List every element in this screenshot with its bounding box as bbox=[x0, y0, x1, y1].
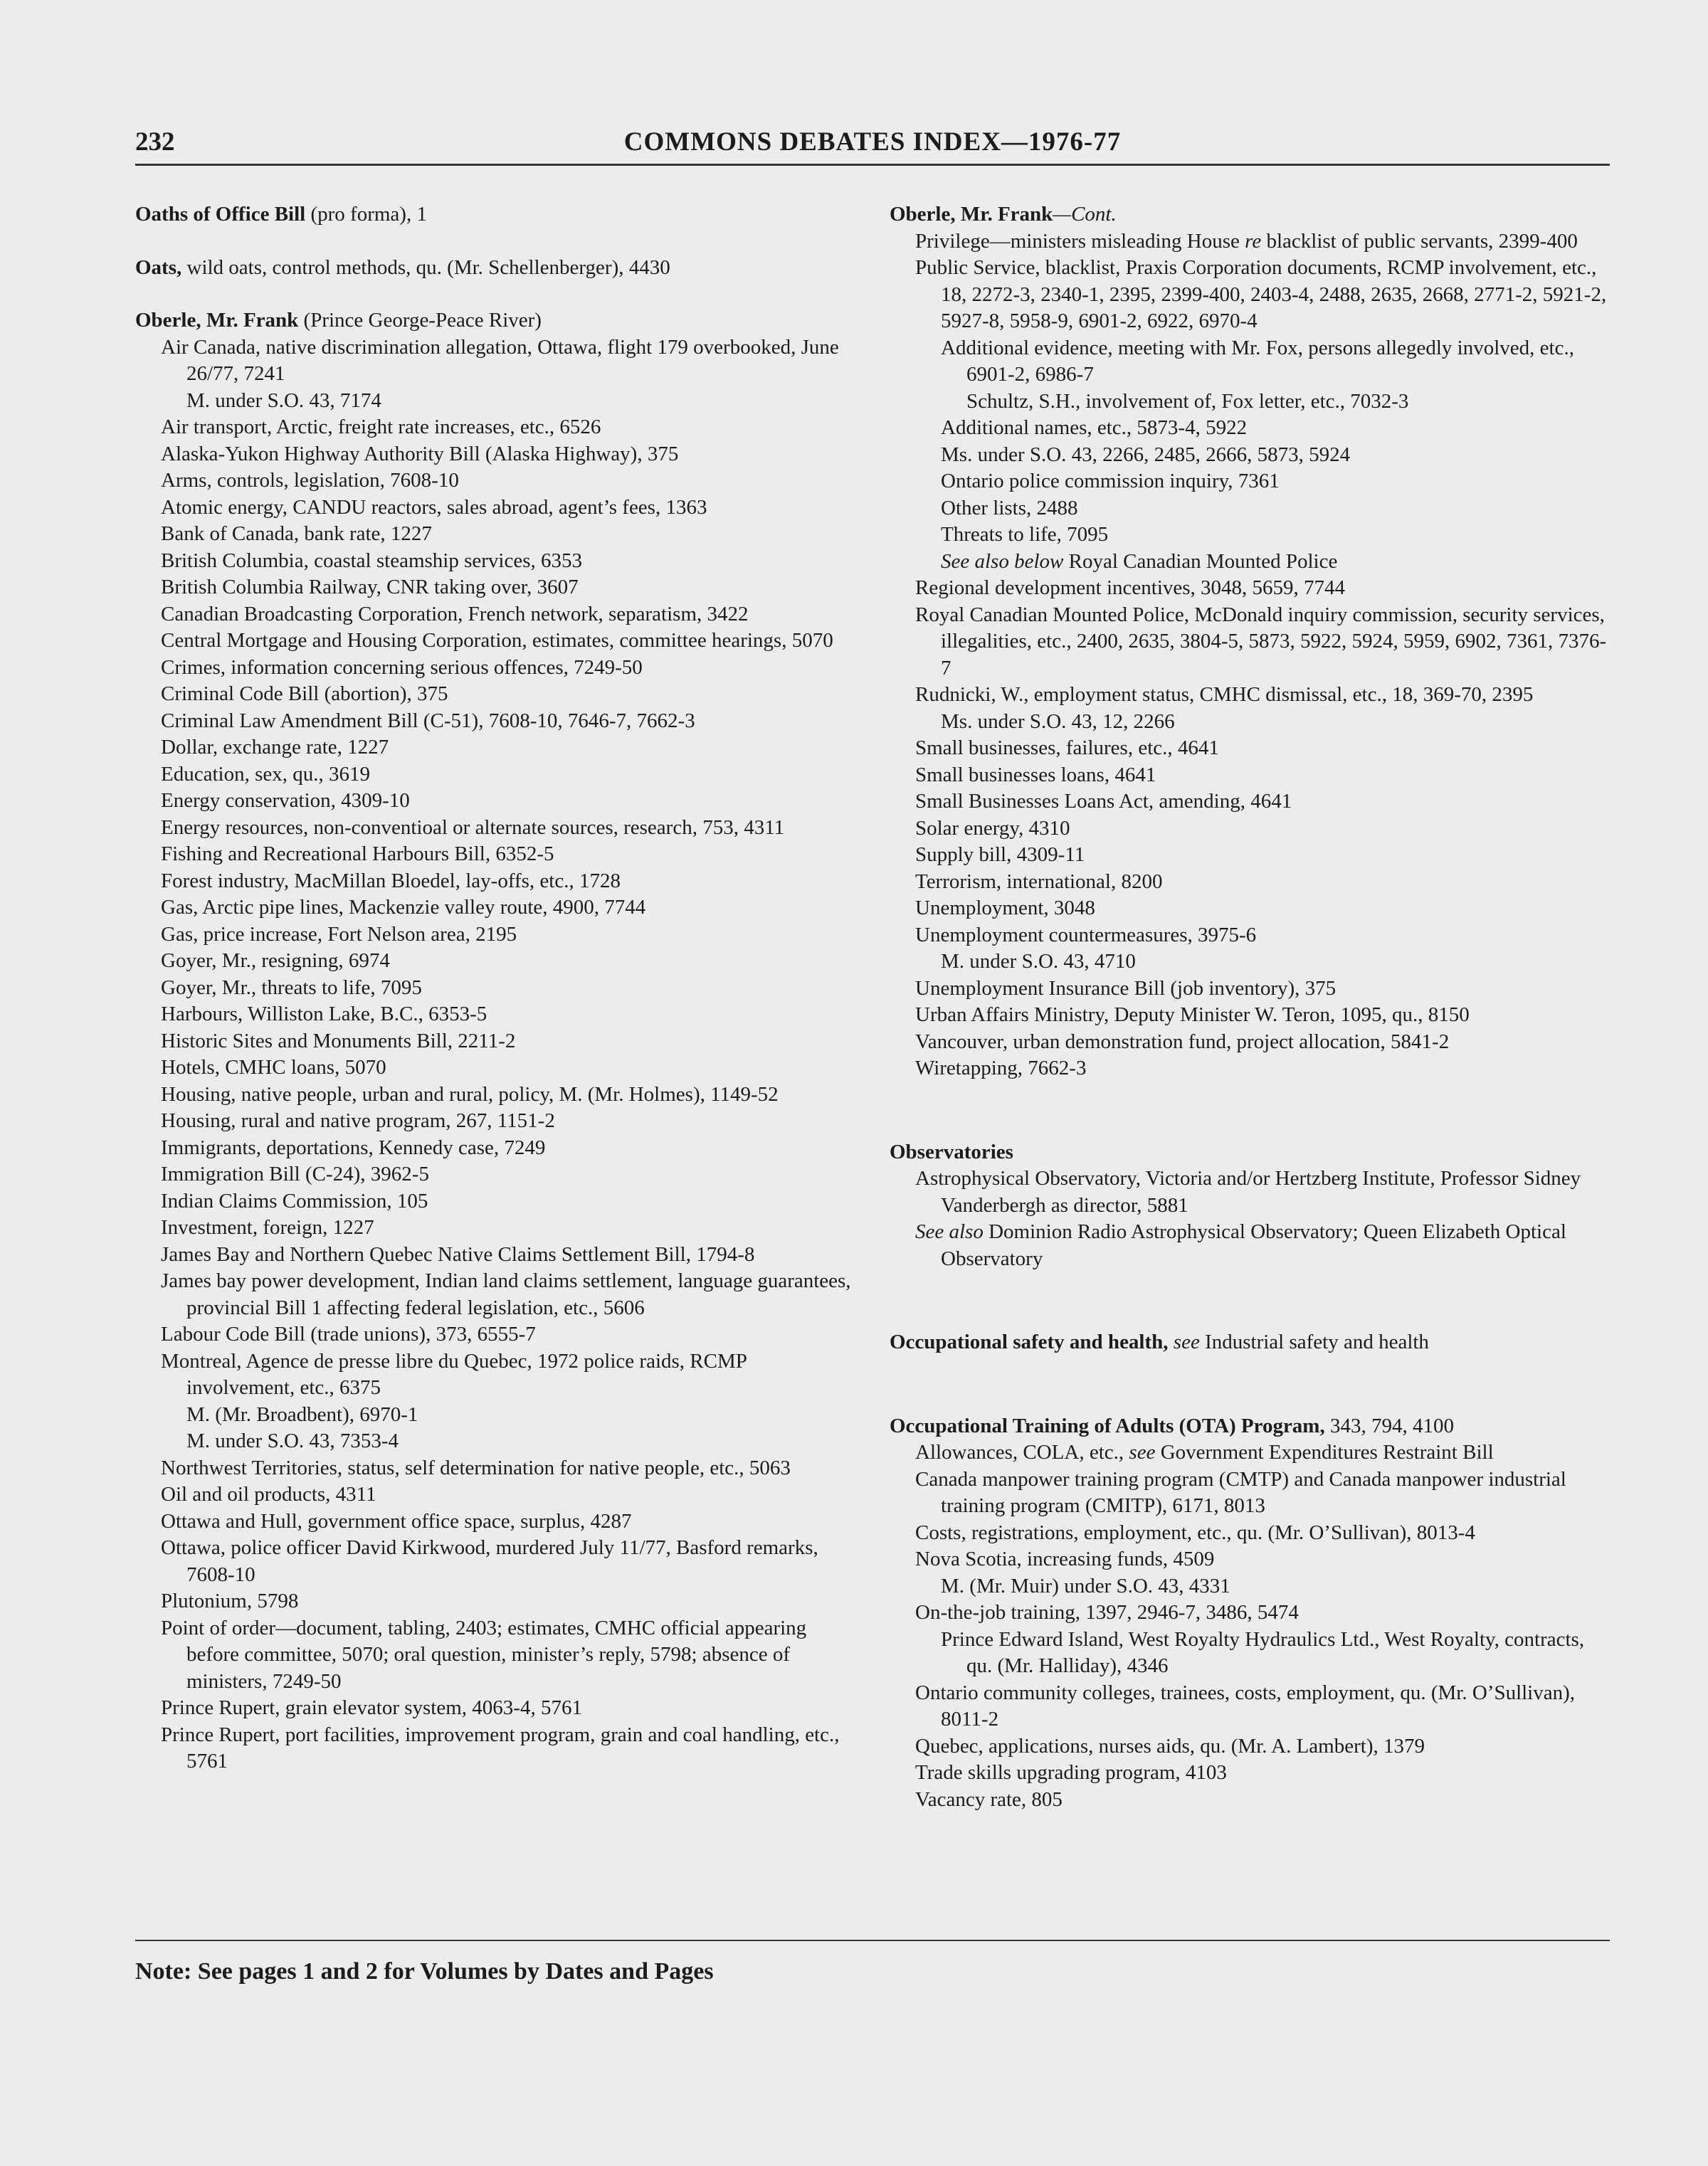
index-subentry bbox=[890, 575, 1608, 602]
entry-text: Central Mortgage and Housing Corporation, estimates, committee hearings, 5070 bbox=[161, 629, 833, 652]
entry-text: Royal Canadian Mounted Police, McDonald inquiry commission, security services, illegalities, etc., 2400, 2635, 3804-5, 5873, 5922, 5924, 5959, 6902, 7361, 7376-7 bbox=[915, 603, 1607, 680]
index-subentry bbox=[135, 441, 854, 468]
index-subentry bbox=[135, 1402, 854, 1429]
entry-text: Threats to life, 7095 bbox=[941, 523, 1109, 546]
index-subentry bbox=[890, 709, 1608, 736]
index-heading bbox=[135, 307, 854, 334]
entry-text: Alaska-Yukon Highway Authority Bill (Alaska Highway), 375 bbox=[161, 442, 679, 465]
entry-text: Rudnicki, W., employment status, CMHC dismissal, etc., 18, 369-70, 2395 bbox=[915, 683, 1534, 706]
index-subentry bbox=[135, 655, 854, 682]
entry-text: Ottawa and Hull, government office space, surplus, 4287 bbox=[161, 1509, 632, 1533]
entry-text: Point of order—document, tabling, 2403; estimates, CMHC official appearing before committee, 5070; oral question, minister’s reply, 5798; absence of ministers, 7249-50 bbox=[161, 1616, 807, 1693]
entry-text: Investment, foreign, 1227 bbox=[161, 1216, 374, 1239]
entry-text: Schultz, S.H., involvement of, Fox letter, etc., 7032-3 bbox=[966, 389, 1409, 413]
entry-italic: re bbox=[1245, 229, 1262, 253]
index-subentry bbox=[135, 948, 854, 975]
entry-text: Housing, native people, urban and rural, policy, M. (Mr. Holmes), 1149-52 bbox=[161, 1082, 779, 1106]
entry-text: British Columbia Railway, CNR taking over, 3607 bbox=[161, 576, 579, 598]
entry-text: Canadian Broadcasting Corporation, French network, separatism, 3422 bbox=[161, 602, 749, 625]
entry-tail: Royal Canadian Mounted Police bbox=[1063, 549, 1338, 573]
index-heading bbox=[890, 1329, 1608, 1356]
index-subentry bbox=[890, 335, 1608, 389]
index-subentry bbox=[135, 1535, 854, 1588]
entry-text: Additional evidence, meeting with Mr. Fox, persons allegedly involved, etc., 6901-2, 6986-7 bbox=[941, 336, 1574, 386]
index-subentry bbox=[890, 415, 1608, 442]
index-subentry bbox=[135, 841, 854, 868]
entry-text: Public Service, blacklist, Praxis Corporation documents, RCMP involvement, etc., 18, 2272-3, 2340-1, 2395, 2399-400, 2403-4, 2488, 2635, 2668, 2771-2, 5921-2, 5927-8, 5958-9, 6901-2, 6922, 6970-4 bbox=[915, 256, 1607, 332]
entry-italic: see bbox=[1168, 1331, 1200, 1353]
index-subentry bbox=[135, 1188, 854, 1215]
entry-text: M. (Mr. Broadbent), 6970-1 bbox=[186, 1402, 418, 1426]
entry-heading: Oberle, Mr. Frank bbox=[135, 309, 299, 332]
entry-text: Privilege—ministers misleading House bbox=[915, 229, 1245, 253]
entry-text: On-the-job training, 1397, 2946-7, 3486, 5474 bbox=[915, 1601, 1299, 1624]
index-subentry bbox=[890, 1573, 1608, 1600]
entry-text: Forest industry, MacMillan Bloedel, lay-offs, etc., 1728 bbox=[161, 869, 621, 892]
entry-text: Fishing and Recreational Harbours Bill, 6352-5 bbox=[161, 842, 554, 865]
index-subentry bbox=[135, 734, 854, 761]
entry-text: Ontario police commission inquiry, 7361 bbox=[941, 470, 1280, 492]
index-subentry bbox=[135, 1028, 854, 1055]
entry-text: M. under S.O. 43, 7353-4 bbox=[186, 1430, 399, 1452]
index-subentry bbox=[135, 601, 854, 628]
entry-text: Canada manpower training program (CMTP) and Canada manpower industrial training program (CMITP), 6171, 8013 bbox=[915, 1467, 1566, 1517]
entry-text: British Columbia, coastal steamship services, 6353 bbox=[161, 549, 582, 572]
entry-text: Ms. under S.O. 43, 2266, 2485, 2666, 5873, 5924 bbox=[941, 443, 1351, 466]
entry-italic: See also bbox=[915, 1220, 984, 1243]
index-subentry bbox=[135, 894, 854, 921]
entry-text: Indian Claims Commission, 105 bbox=[161, 1189, 428, 1213]
index-subentry bbox=[890, 228, 1608, 255]
index-subentry bbox=[135, 681, 854, 708]
entry-heading: Observatories bbox=[890, 1140, 1013, 1163]
index-subentry bbox=[890, 735, 1608, 762]
index-subentry bbox=[135, 1082, 854, 1109]
index-subentry bbox=[890, 389, 1608, 416]
entry-text: (Prince George-Peace River) bbox=[298, 309, 542, 332]
entry-text: Energy resources, non-conventioal or alternate sources, research, 753, 4311 bbox=[161, 815, 785, 839]
index-subentry bbox=[135, 574, 854, 601]
entry-text: Energy conservation, 4309-10 bbox=[161, 789, 410, 812]
index-subentry bbox=[890, 522, 1608, 549]
entry-text: Costs, registrations, employment, etc., qu. (Mr. O’Sullivan), 8013-4 bbox=[915, 1521, 1475, 1544]
index-subentry bbox=[890, 682, 1608, 709]
page-header bbox=[135, 127, 1610, 162]
index-subentry bbox=[890, 1680, 1608, 1733]
entry-italic: see bbox=[1129, 1441, 1156, 1464]
index-subentry bbox=[135, 548, 854, 575]
entry-text: Arms, controls, legislation, 7608-10 bbox=[161, 469, 459, 492]
entry-text: Northwest Territories, status, self determination for native people, etc., 5063 bbox=[161, 1456, 791, 1479]
entry-text: Dollar, exchange rate, 1227 bbox=[161, 736, 389, 759]
index-subentry bbox=[890, 1733, 1608, 1760]
entry-text: Plutonium, 5798 bbox=[161, 1590, 299, 1612]
index-subentry bbox=[890, 495, 1608, 522]
index-subentry bbox=[135, 1722, 854, 1775]
index-subentry bbox=[890, 815, 1608, 842]
index-heading bbox=[135, 255, 854, 282]
index-subentry bbox=[890, 976, 1608, 1003]
index-heading bbox=[135, 201, 854, 228]
entry-text: Regional development incentives, 3048, 5659, 7744 bbox=[915, 576, 1346, 599]
entry-text: Terrorism, international, 8200 bbox=[915, 870, 1163, 893]
entry-heading: Occupational safety and health, bbox=[890, 1331, 1169, 1353]
entry-text: M. (Mr. Muir) under S.O. 43, 4331 bbox=[941, 1574, 1230, 1597]
entry-text: Montreal, Agence de presse libre du Quebec, 1972 police raids, RCMP involvement, etc., 6375 bbox=[161, 1349, 747, 1399]
index-subentry bbox=[135, 1615, 854, 1696]
entry-text: Gas, price increase, Fort Nelson area, 2195 bbox=[161, 922, 517, 946]
entry-text: Criminal Law Amendment Bill (C-51), 7608-10, 7646-7, 7662-3 bbox=[161, 709, 695, 732]
index-heading bbox=[890, 1139, 1608, 1166]
index-subentry bbox=[135, 788, 854, 815]
entry-text: Small businesses loans, 4641 bbox=[915, 763, 1156, 786]
entry-heading: Occupational Training of Adults (OTA) Program, bbox=[890, 1414, 1325, 1437]
index-subentry bbox=[890, 922, 1608, 949]
index-subentry bbox=[890, 255, 1608, 335]
index-subentry bbox=[890, 1520, 1608, 1547]
entry-text: Urban Affairs Ministry, Deputy Minister W. Teron, 1095, qu., 8150 bbox=[915, 1003, 1470, 1026]
entry-text: Trade skills upgrading program, 4103 bbox=[915, 1761, 1227, 1784]
index-subentry bbox=[890, 1029, 1608, 1056]
entry-text: M. under S.O. 43, 7174 bbox=[186, 389, 381, 412]
index-subentry bbox=[890, 1055, 1608, 1082]
index-subentry bbox=[135, 708, 854, 735]
entry-text: Ottawa, police officer David Kirkwood, murdered July 11/77, Basford remarks, 7608-10 bbox=[161, 1536, 818, 1586]
right-column bbox=[890, 201, 1608, 1813]
index-subentry bbox=[135, 1135, 854, 1162]
entry-text: Immigration Bill (C-24), 3962-5 bbox=[161, 1163, 429, 1185]
entry-text: Small Businesses Loans Act, amending, 4641 bbox=[915, 790, 1292, 813]
entry-text: Nova Scotia, increasing funds, 4509 bbox=[915, 1548, 1215, 1570]
entry-text: Additional names, etc., 5873-4, 5922 bbox=[941, 416, 1248, 439]
index-subentry bbox=[135, 521, 854, 548]
index-subentry bbox=[890, 842, 1608, 869]
entry-text: Unemployment countermeasures, 3975-6 bbox=[915, 923, 1257, 946]
entry-text: Gas, Arctic pipe lines, Mackenzie valley route, 4900, 7744 bbox=[161, 896, 646, 919]
index-subentry bbox=[135, 815, 854, 842]
index-subentry bbox=[135, 1321, 854, 1348]
entry-text: (pro forma), 1 bbox=[305, 203, 427, 226]
index-subentry bbox=[890, 788, 1608, 815]
page-number: 232 bbox=[135, 127, 175, 157]
entry-text: Allowances, COLA, etc., bbox=[915, 1441, 1129, 1464]
entry-text: Labour Code Bill (trade unions), 373, 6555-7 bbox=[161, 1323, 536, 1346]
entry-text: Vancouver, urban demonstration fund, project allocation, 5841-2 bbox=[915, 1030, 1450, 1053]
index-subentry bbox=[890, 468, 1608, 495]
entry-heading: Oaths of Office Bill bbox=[135, 203, 306, 226]
index-subentry bbox=[890, 1219, 1608, 1272]
index-subentry bbox=[890, 549, 1608, 576]
index-subentry bbox=[135, 1161, 854, 1188]
index-subentry bbox=[135, 1428, 854, 1455]
index-subentry bbox=[890, 869, 1608, 896]
entry-text: Prince Rupert, grain elevator system, 4063-4, 5761 bbox=[161, 1696, 582, 1719]
entry-text: Immigrants, deportations, Kennedy case, 7249 bbox=[161, 1136, 546, 1159]
index-subentry bbox=[135, 467, 854, 495]
entry-text: M. under S.O. 43, 4710 bbox=[941, 950, 1136, 973]
entry-text: 343, 794, 4100 bbox=[1324, 1414, 1454, 1437]
index-subentry bbox=[135, 1509, 854, 1536]
entry-tail: Dominion Radio Astrophysical Observatory; Queen Elizabeth Optical Observatory bbox=[941, 1220, 1566, 1270]
index-subentry bbox=[890, 1546, 1608, 1573]
index-subentry bbox=[135, 1242, 854, 1269]
entry-tail: Government Expenditures Restraint Bill bbox=[1155, 1441, 1494, 1464]
index-subentry bbox=[135, 1268, 854, 1321]
entry-text: Air Canada, native discrimination allegation, Ottawa, flight 179 overbooked, June 26/77, 7241 bbox=[161, 335, 839, 385]
entry-text: Hotels, CMHC loans, 5070 bbox=[161, 1056, 386, 1079]
footer-rule bbox=[135, 1940, 1610, 1941]
entry-italic: See also below bbox=[941, 549, 1064, 573]
entry-text: Criminal Code Bill (abortion), 375 bbox=[161, 682, 448, 705]
entry-tail: Industrial safety and health bbox=[1199, 1331, 1429, 1353]
entry-text: James Bay and Northern Quebec Native Claims Settlement Bill, 1794-8 bbox=[161, 1242, 755, 1266]
header-rule bbox=[135, 164, 1610, 166]
index-subentry bbox=[890, 895, 1608, 922]
entry-text: Prince Edward Island, West Royalty Hydraulics Ltd., West Royalty, contracts, qu. (Mr. Halliday), 4346 bbox=[941, 1627, 1585, 1677]
index-subentry bbox=[135, 1695, 854, 1722]
index-subentry bbox=[890, 949, 1608, 976]
entry-text: Historic Sites and Monuments Bill, 2211-2 bbox=[161, 1029, 516, 1052]
entry-text: Unemployment Insurance Bill (job inventory), 375 bbox=[915, 976, 1337, 1000]
entry-tail: blacklist of public servants, 2399-400 bbox=[1261, 229, 1578, 253]
entry-text: Other lists, 2488 bbox=[941, 496, 1078, 519]
entry-heading: Oberle, Mr. Frank bbox=[890, 203, 1053, 226]
index-subentry bbox=[890, 1166, 1608, 1219]
index-subentry bbox=[135, 1001, 854, 1028]
entry-text: Solar energy, 4310 bbox=[915, 816, 1070, 840]
index-subentry bbox=[135, 495, 854, 522]
entry-text: Harbours, Williston Lake, B.C., 6353-5 bbox=[161, 1003, 487, 1025]
index-subentry bbox=[135, 761, 854, 788]
index-subentry bbox=[890, 442, 1608, 469]
index-heading bbox=[890, 1413, 1608, 1440]
index-subentry bbox=[890, 1002, 1608, 1029]
entry-text: Prince Rupert, port facilities, improvement program, grain and coal handling, etc., 5761 bbox=[161, 1723, 840, 1773]
entry-text: Astrophysical Observatory, Victoria and/or Hertzberg Institute, Professor Sidney Vanderbergh as director, 5881 bbox=[915, 1167, 1581, 1217]
index-subentry bbox=[890, 762, 1608, 789]
entry-text: Supply bill, 4309-11 bbox=[915, 843, 1085, 866]
index-subentry bbox=[135, 1215, 854, 1242]
index-subentry bbox=[135, 414, 854, 441]
footer-note: Note: See pages 1 and 2 for Volumes by Dates and Pages bbox=[135, 1958, 714, 1985]
index-subentry bbox=[135, 1348, 854, 1402]
entry-heading: Oats, bbox=[135, 255, 182, 279]
entry-italic: —Cont. bbox=[1053, 203, 1117, 226]
index-subentry bbox=[135, 1588, 854, 1615]
entry-text: Bank of Canada, bank rate, 1227 bbox=[161, 522, 432, 545]
entry-text: wild oats, control methods, qu. (Mr. Schellenberger), 4430 bbox=[181, 255, 670, 279]
entry-text: Air transport, Arctic, freight rate increases, etc., 6526 bbox=[161, 416, 601, 438]
entry-text: Ms. under S.O. 43, 12, 2266 bbox=[941, 709, 1175, 733]
entry-text: Crimes, information concerning serious offences, 7249-50 bbox=[161, 655, 643, 679]
entry-text: Ontario community colleges, trainees, costs, employment, qu. (Mr. O’Sullivan), 8011-2 bbox=[915, 1681, 1576, 1731]
entry-text: Wiretapping, 7662-3 bbox=[915, 1057, 1087, 1079]
index-subentry bbox=[135, 388, 854, 415]
index-subentry bbox=[135, 1481, 854, 1509]
entry-text: Oil and oil products, 4311 bbox=[161, 1483, 376, 1506]
index-subentry bbox=[890, 1627, 1608, 1680]
entry-text: Small businesses, failures, etc., 4641 bbox=[915, 736, 1219, 759]
index-subentry bbox=[135, 921, 854, 949]
index-subentry bbox=[890, 1439, 1608, 1467]
entry-text: Quebec, applications, nurses aids, qu. (Mr. A. Lambert), 1379 bbox=[915, 1734, 1425, 1758]
index-subentry bbox=[890, 1760, 1608, 1787]
index-subentry bbox=[135, 334, 854, 388]
index-subentry bbox=[135, 628, 854, 655]
index-subentry bbox=[890, 602, 1608, 682]
entry-text: Atomic energy, CANDU reactors, sales abroad, agent’s fees, 1363 bbox=[161, 495, 707, 519]
entry-text: James bay power development, Indian land claims settlement, language guarantees, provincial Bill 1 affecting federal legislation, etc., 5606 bbox=[161, 1269, 851, 1319]
entry-text: Unemployment, 3048 bbox=[915, 897, 1095, 919]
index-subentry bbox=[890, 1467, 1608, 1520]
running-title: COMMONS DEBATES INDEX—1976-77 bbox=[623, 127, 1122, 157]
index-subentry bbox=[135, 1055, 854, 1082]
index-subentry bbox=[135, 1108, 854, 1135]
index-subentry bbox=[135, 975, 854, 1002]
entry-text: Goyer, Mr., resigning, 6974 bbox=[161, 949, 390, 972]
index-subentry bbox=[890, 1787, 1608, 1814]
entry-text: Vacancy rate, 805 bbox=[915, 1787, 1063, 1811]
entry-text: Housing, rural and native program, 267, 1151-2 bbox=[161, 1109, 555, 1132]
entry-text: Goyer, Mr., threats to life, 7095 bbox=[161, 976, 422, 999]
index-subentry bbox=[135, 868, 854, 895]
entry-text: Education, sex, qu., 3619 bbox=[161, 762, 370, 786]
index-subentry bbox=[890, 1600, 1608, 1627]
index-subentry bbox=[135, 1455, 854, 1482]
index-heading bbox=[890, 201, 1608, 228]
left-column bbox=[135, 201, 854, 1775]
